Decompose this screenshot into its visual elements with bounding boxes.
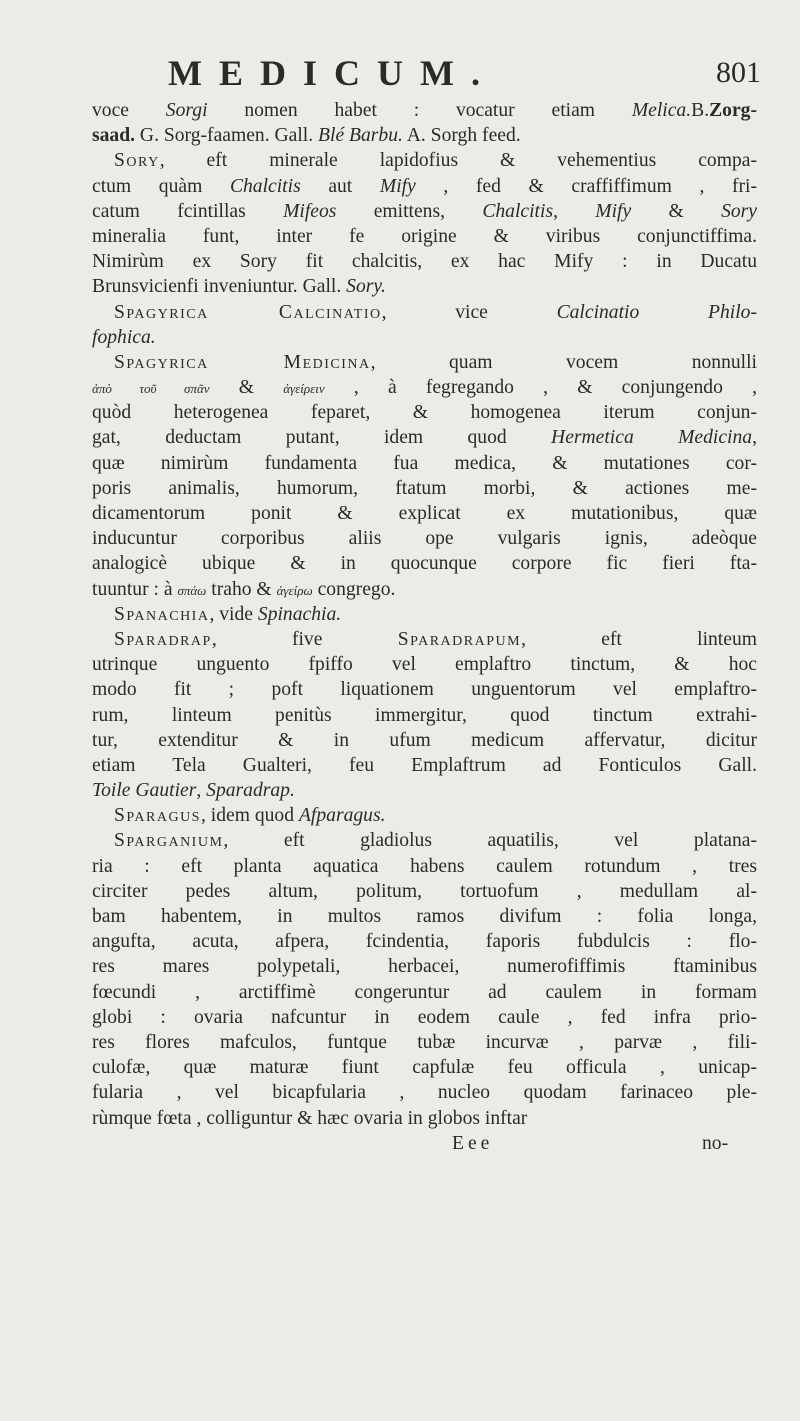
text-line (92, 778, 757, 803)
page-footer (92, 1131, 757, 1156)
dictionary-entry (92, 148, 757, 299)
text-segment: ctum quàm (92, 175, 230, 197)
text-line (92, 350, 757, 375)
text-segment: tur, extenditur & in ufum medicum affervatur, dicitur (92, 729, 757, 751)
entry-headword: Sparadrap (114, 628, 212, 650)
text-segment: globi : ovaria nafcuntur in eodem caule , fed infra prio- (92, 1006, 757, 1028)
text-segment: ἀπὸ τοῦ σπᾶν (92, 381, 210, 397)
text-segment: Melica. (631, 100, 692, 121)
text-line (92, 451, 757, 476)
text-segment: G. Sorg-faamen. Gall. (135, 125, 319, 147)
catchword: no- (702, 1132, 729, 1154)
text-segment: catum fcintillas (92, 200, 284, 222)
text-segment: , (752, 427, 758, 449)
text-line (92, 703, 757, 728)
text-segment: etiam Tela Gualteri, feu Emplaftrum ad Fonticulos Gall. (92, 754, 757, 776)
text-line (92, 677, 757, 702)
dictionary-text (92, 98, 757, 1156)
text-line (92, 400, 757, 425)
text-segment: & (631, 200, 722, 222)
text-line (92, 1080, 757, 1105)
text-segment: voce (92, 100, 166, 121)
text-segment: Chalcitis (229, 175, 301, 197)
text-line (92, 300, 757, 325)
text-segment: , (553, 200, 596, 222)
text-line (92, 828, 757, 853)
text-line (92, 148, 757, 173)
text-segment: Nimirùm ex Sory fit chalcitis, ex hac Mify : in Ducatu (92, 251, 757, 273)
text-segment: Mify (379, 175, 416, 197)
dictionary-entry (92, 627, 757, 803)
entry-headword: Sparadrapum (397, 628, 522, 650)
text-segment: Toile Gautier (92, 780, 197, 802)
text-segment: , five (211, 628, 398, 650)
text-segment: inducuntur corporibus aliis ope vulgaris ignis, adeòque (92, 528, 757, 550)
text-line (92, 929, 757, 954)
text-segment: σπάω (177, 582, 207, 598)
text-segment: nomen habet : vocatur etiam (207, 100, 632, 121)
text-segment: rum, linteum penitùs immergitur, quod tinctum extrahi- (92, 704, 757, 726)
text-line (92, 1055, 757, 1080)
text-segment: , eft gladiolus aquatilis, vel platana- (223, 830, 757, 852)
text-segment: modo fit ; poft liquationem unguentorum vel emplaftro- (92, 679, 757, 701)
text-line (92, 249, 757, 274)
text-segment: quòd heterogenea feparet, & homogenea iterum conjun- (92, 402, 757, 424)
text-segment: Sory (721, 200, 757, 222)
text-line (92, 627, 757, 652)
text-segment: A. Sorgh feed. (402, 125, 521, 147)
text-segment: Spinachia. (257, 603, 342, 625)
text-segment: ἀγείρω (276, 582, 313, 598)
text-line (92, 476, 757, 501)
text-line (92, 1106, 757, 1131)
text-segment: bam habentem, in multos ramos divifum : folia longa, (92, 906, 757, 927)
text-segment: gat, deductam putant, idem quod (92, 427, 552, 449)
text-line (92, 753, 757, 778)
text-segment: aut (300, 175, 380, 197)
text-segment: , idem quod (200, 805, 299, 827)
text-segment: Sparadrap. (206, 780, 295, 802)
text-segment: saad. (92, 125, 136, 147)
text-segment: Mify (595, 200, 632, 222)
text-segment: Afparagus. (298, 805, 386, 827)
text-segment: res mares polypetali, herbacei, numerofiffimis ftaminibus (92, 956, 757, 978)
text-line (92, 551, 757, 576)
text-line (92, 728, 757, 753)
text-line (92, 652, 757, 677)
text-line (92, 904, 757, 929)
text-segment: fularia , vel bicapfularia , nucleo quodam farinaceo ple- (92, 1082, 757, 1104)
running-title: MEDICUM. (168, 53, 497, 93)
text-segment: Mifeos (283, 200, 337, 222)
dictionary-entry (92, 350, 757, 602)
text-segment: ἀγείρειν (283, 381, 325, 397)
text-line (92, 602, 757, 627)
text-segment: traho & (206, 578, 277, 600)
text-segment: circiter pedes altum, politum, tortuofum , medullam al- (92, 880, 757, 902)
page-number: 801 (716, 56, 761, 89)
text-line (92, 325, 757, 350)
text-line (92, 501, 757, 526)
text-segment: Zorg- (709, 100, 757, 121)
text-segment: tuuntur : à (92, 578, 178, 600)
text-segment: , à fegregando , & conjungendo , (324, 377, 757, 399)
text-segment: congrego. (312, 578, 396, 600)
text-segment: , eft linteum (521, 628, 757, 650)
text-segment: Sorgi (165, 100, 208, 121)
text-segment: res flores mafculos, funtque tubæ incurvæ , parvæ , fili- (92, 1031, 757, 1053)
text-line (92, 274, 757, 299)
dictionary-entry (92, 300, 757, 350)
text-line (92, 854, 757, 879)
text-segment: fophica. (92, 326, 156, 348)
text-line (92, 174, 757, 199)
text-segment: , (196, 780, 207, 802)
text-segment: Blé Barbu. (318, 125, 403, 147)
text-line (92, 123, 757, 148)
text-line (92, 199, 757, 224)
text-line (92, 803, 757, 828)
text-segment: mineralia funt, inter fe origine & viribus conjunctiffima. (92, 225, 757, 247)
text-segment: Hermetica Medicina (551, 427, 753, 449)
entry-headword: Spanachia (114, 603, 210, 625)
text-segment: B. (691, 100, 710, 121)
text-segment: dicamentorum ponit & explicat ex mutationibus, quæ (92, 503, 757, 524)
entry-headword: Sparagus (114, 805, 201, 827)
text-segment: Calcinatio Philo- (556, 301, 757, 323)
entry-headword: Sory (114, 150, 160, 172)
text-segment: utrinque unguento fpiffo vel emplaftro tinctum, & hoc (92, 654, 757, 676)
signature-mark: Eee (452, 1132, 494, 1154)
text-line (92, 980, 757, 1005)
text-segment: , quam vocem nonnulli (370, 351, 758, 373)
text-segment: emittens, (336, 200, 483, 222)
text-line (92, 577, 757, 602)
dictionary-entry (92, 828, 757, 1130)
text-segment: angufta, acuta, afpera, fcindentia, faporis fubdulcis : flo- (92, 931, 757, 953)
text-line (92, 1030, 757, 1055)
text-line (92, 425, 757, 450)
entry-headword: Spagyrica Calcinatio (114, 301, 382, 323)
text-segment: poris animalis, humorum, ftatum morbi, & actiones me- (92, 477, 757, 499)
text-segment: Chalcitis (482, 200, 554, 222)
text-segment: , vice (381, 301, 557, 323)
entry-headword: Sparganium (114, 830, 224, 852)
text-segment: Brunsvicienfi inveniuntur. Gall. (92, 276, 347, 298)
dictionary-entry (92, 602, 757, 627)
text-line (92, 954, 757, 979)
text-segment: quæ nimirùm fundamenta fua medica, & mutationes cor- (92, 452, 757, 474)
text-line (92, 375, 757, 400)
text-segment: , eft minerale lapidofius & vehementius compa- (159, 150, 757, 172)
text-segment: , fed & craffiffimum , fri- (415, 175, 757, 197)
text-line (92, 526, 757, 551)
entry-headword: Spagyrica Medicina (114, 351, 371, 373)
text-segment: fœcundi , arctiffimè congeruntur ad caulem in formam (92, 981, 757, 1003)
text-segment: culofæ, quæ maturæ fiunt capfulæ feu officula , unicap- (92, 1057, 757, 1079)
page-header (0, 52, 800, 92)
text-segment: & (209, 377, 284, 399)
text-segment: , vide (209, 603, 258, 625)
text-segment: rùmque fœta , colliguntur & hæc ovaria in globos inftar (92, 1107, 528, 1129)
text-line (92, 1005, 757, 1030)
text-segment: Sory. (346, 276, 386, 298)
dictionary-entry (92, 98, 757, 148)
text-segment: ria : eft planta aquatica habens caulem rotundum , tres (92, 855, 757, 877)
text-segment: analogicè ubique & in quocunque corpore fic fieri fta- (92, 553, 757, 575)
dictionary-entry (92, 803, 757, 828)
text-line (92, 224, 757, 249)
text-line (92, 879, 757, 904)
text-line (92, 98, 757, 123)
